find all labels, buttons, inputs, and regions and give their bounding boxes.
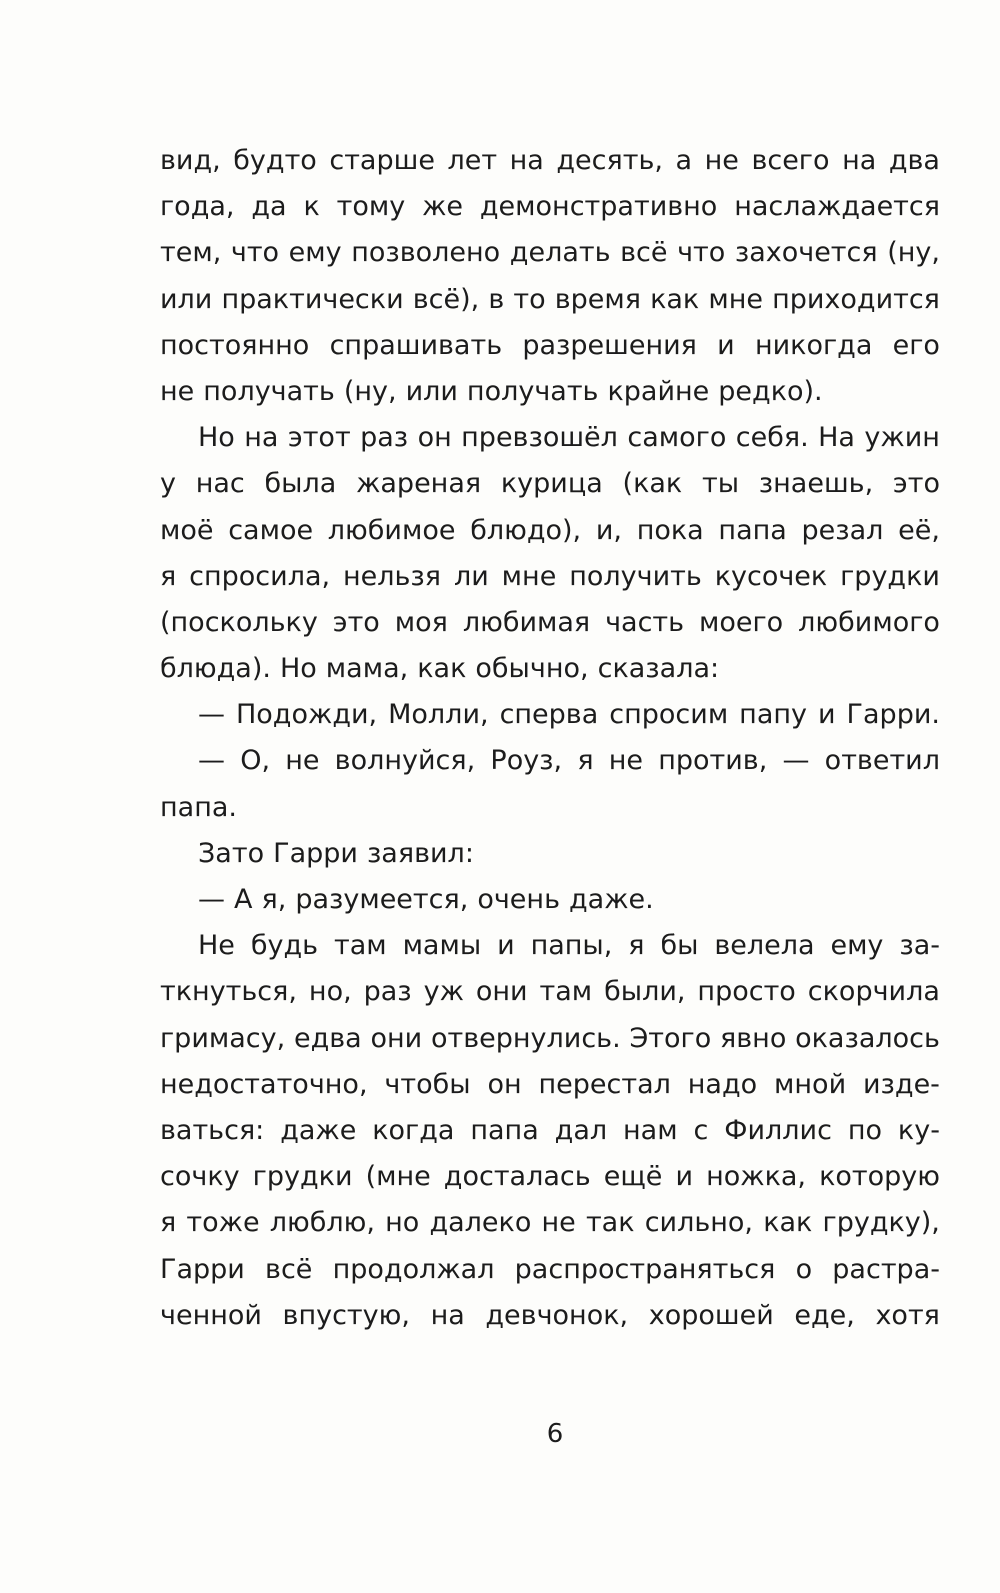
text-line: блюда). Но мама, как обычно, сказала: xyxy=(160,653,720,685)
text-line: или практически всё), в то время как мне приходится xyxy=(160,283,940,315)
text-line: постоянно спрашивать разрешения и никогда его xyxy=(160,329,940,361)
text-line: Зато Гарри заявил: xyxy=(198,837,474,869)
text-line: папа. xyxy=(160,791,237,823)
text-line: ченной впустую, на девчонок, хорошей еде, хотя xyxy=(160,1299,940,1331)
text-line: года, да к тому же демонстративно наслаждается xyxy=(160,191,940,223)
text-line: у нас была жареная курица (как ты знаешь, это xyxy=(160,468,940,500)
text-line: недостаточно, чтобы он перестал надо мной изде- xyxy=(160,1068,940,1100)
text-line: я спросила, нельзя ли мне получить кусочек грудки xyxy=(160,560,940,592)
text-line: (поскольку это моя любимая часть моего любимого xyxy=(160,606,940,638)
text-line: я тоже люблю, но далеко не так сильно, как грудку), xyxy=(160,1207,940,1239)
text-line: — А я, разумеется, очень даже. xyxy=(198,884,654,915)
text-line: сочку грудки (мне досталась ещё и ножка, которую xyxy=(160,1161,940,1193)
text-line: не получать (ну, или получать крайне редко). xyxy=(160,375,823,407)
text-line: — О, не волнуйся, Роуз, я не против, — ответил xyxy=(198,745,940,777)
text-line: моё самое любимое блюдо), и, пока папа резал её, xyxy=(160,514,940,546)
page-number: 6 xyxy=(546,1419,564,1449)
body-text xyxy=(160,138,940,1339)
text-line: вид, будто старше лет на десять, а не всего на два xyxy=(160,145,940,176)
text-line: Гарри всё продолжал распространяться о растра- xyxy=(160,1253,940,1285)
text-line: тем, что ему позволено делать всё что захочется (ну, xyxy=(160,237,940,269)
text-line: — Подожди, Молли, сперва спросим папу и Гарри. xyxy=(198,699,940,731)
text-line: Но на этот раз он превзошёл самого себя. На ужин xyxy=(198,422,940,454)
text-line: Не будь там мамы и папы, я бы велела ему за- xyxy=(198,930,940,962)
text-line: ваться: даже когда папа дал нам с Филлис по ку- xyxy=(160,1114,940,1146)
text-line: ткнуться, но, раз уж они там были, просто скорчила xyxy=(160,976,940,1008)
text-line: гримасу, едва они отвернулись. Этого явно оказалось xyxy=(160,1022,940,1054)
